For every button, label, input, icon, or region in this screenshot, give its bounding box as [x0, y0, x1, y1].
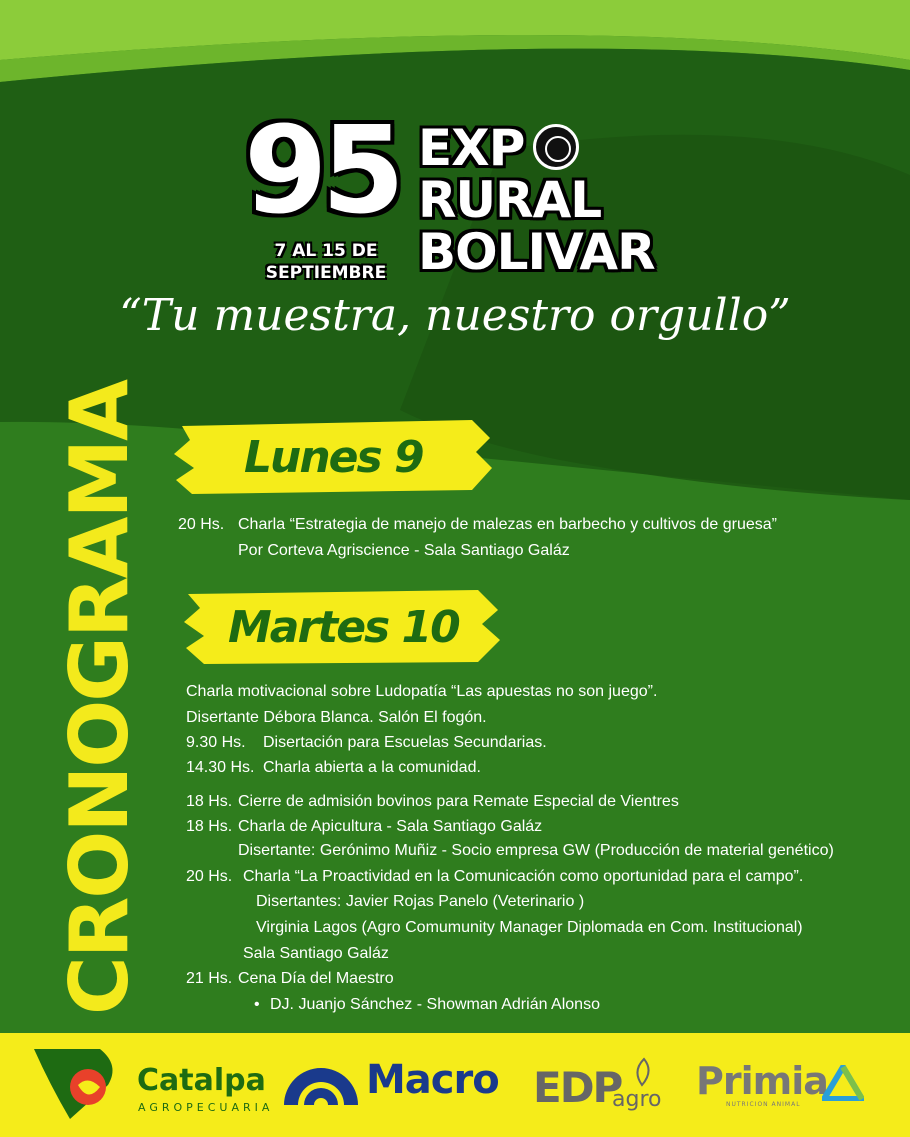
event-time: 20 Hs.: [178, 516, 225, 533]
event-row: [186, 867, 803, 887]
tagline: “Tu muestra, nuestro orgullo”: [119, 290, 791, 341]
event-row: [186, 708, 487, 728]
event-row: [186, 969, 394, 989]
event-text: Charla motivacional sobre Ludopatía “Las apuestas no son juego”.: [186, 683, 658, 700]
event-time: 9.30 Hs.: [186, 734, 246, 751]
macro-name: Macro: [366, 1057, 499, 1103]
event-text: Charla “La Proactividad en la Comunicación como oportunidad para el campo”.: [243, 868, 804, 885]
catalpa-subtitle: AGROPECUARIA: [138, 1101, 274, 1114]
event-time: 14.30 Hs.: [186, 759, 255, 776]
event-time: 18 Hs.: [186, 818, 233, 835]
dates-line-2: SEPTIEMBRE: [265, 263, 387, 283]
event-row: [256, 918, 803, 938]
edp-name: EDP: [533, 1063, 622, 1112]
edition-number: 95: [244, 102, 399, 241]
event-row: [254, 995, 600, 1015]
event-text: Cierre de admisión bovinos para Remate Especial de Vientres: [238, 793, 679, 810]
event-text: Charla “Estrategia de manejo de malezas en barbecho y cultivos de gruesa”: [238, 516, 777, 533]
dates-line-1: 7 AL 15 DE: [274, 241, 378, 261]
event-text: Disertantes: Javier Rojas Panelo (Veterinario ): [256, 893, 585, 910]
event-row: [186, 733, 547, 753]
event-text: Charla de Apicultura - Sala Santiago Galáz: [238, 818, 543, 835]
bullet: •: [254, 996, 260, 1013]
sponsor-bar: [0, 1033, 910, 1137]
day-2-title: Martes 10: [228, 602, 459, 653]
event-text: Disertación para Escuelas Secundarias.: [263, 734, 547, 751]
event-time: 20 Hs.: [186, 868, 233, 885]
event-text: Cena Día del Maestro: [238, 970, 394, 987]
event-row: [238, 841, 834, 861]
expo-line-1: EXP: [418, 119, 525, 177]
event-text: Disertante: Gerónimo Muñiz - Socio empresa GW (Producción de material genético): [238, 842, 834, 859]
event-text: Sala Santiago Galáz: [243, 945, 389, 962]
edp-subtitle: agro: [612, 1087, 662, 1112]
society-seal-icon: [533, 124, 579, 170]
event-dates: [246, 240, 406, 284]
event-row: [178, 515, 777, 535]
primia-subtitle: NUTRICION ANIMAL: [726, 1101, 801, 1108]
event-text: DJ. Juanjo Sánchez - Showman Adrián Alonso: [270, 996, 600, 1013]
event-text: Virginia Lagos (Agro Comumunity Manager Diplomada en Com. Institucional): [256, 919, 803, 936]
leaf-icon: [630, 1057, 654, 1087]
event-row: [186, 792, 679, 812]
macro-logo-icon: [280, 1051, 362, 1111]
event-row: [256, 892, 584, 912]
event-text: Charla abierta a la comunidad.: [263, 759, 481, 776]
catalpa-name: Catalpa: [137, 1063, 266, 1098]
expo-line-3: BOLIVAR: [418, 223, 655, 281]
event-time: 18 Hs.: [186, 793, 233, 810]
event-time: 21 Hs.: [186, 970, 233, 987]
event-text: Disertante Débora Blanca. Salón El fogón.: [186, 709, 487, 726]
event-row: [186, 817, 542, 837]
expo-line-2: RURAL: [418, 171, 602, 229]
day-1-title: Lunes 9: [244, 432, 423, 483]
primia-logo-icon: [822, 1065, 864, 1101]
side-title: CRONOGRAMA: [53, 381, 146, 1015]
event-row: [186, 682, 657, 702]
catalpa-logo-icon: [30, 1045, 130, 1123]
primia-name: Primia: [696, 1059, 828, 1103]
event-text: Por Corteva Agriscience - Sala Santiago Galáz: [238, 542, 570, 559]
event-row: [186, 758, 481, 778]
event-row: [238, 541, 570, 561]
event-row: [243, 944, 389, 964]
